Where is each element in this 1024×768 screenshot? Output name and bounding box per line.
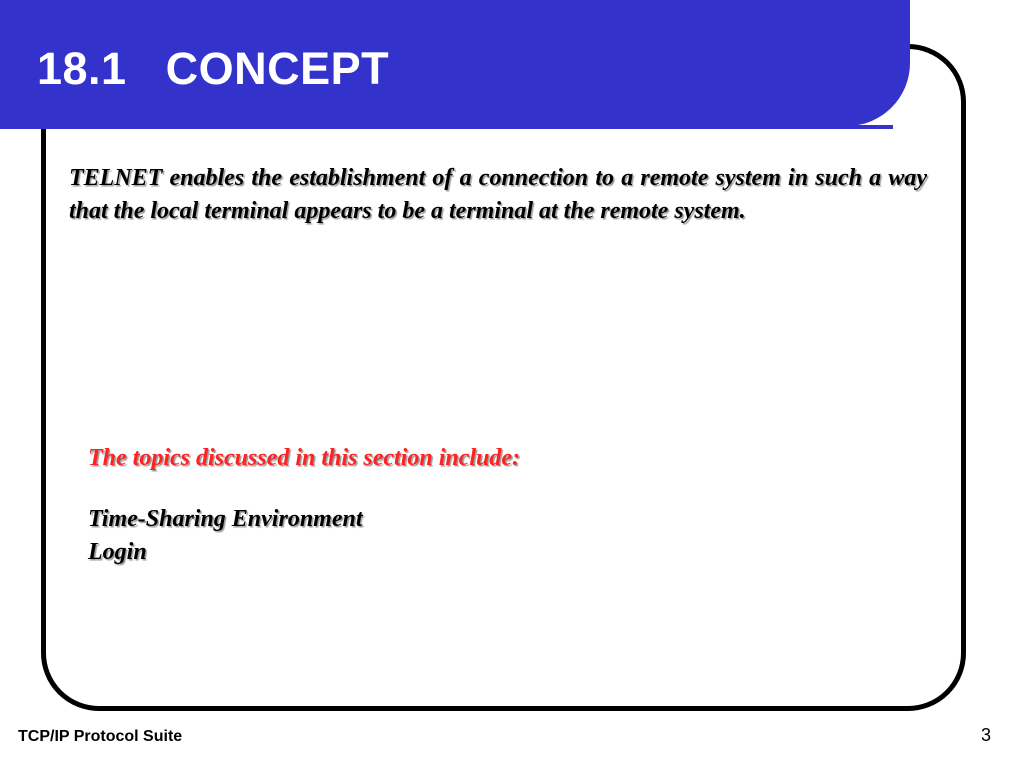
topic-item: Login <box>88 539 147 565</box>
page-number: 3 <box>980 725 991 745</box>
topics-heading: The topics discussed in this section include: <box>88 445 521 471</box>
footer-label: TCP/IP Protocol Suite <box>18 728 183 745</box>
topics-list <box>88 503 363 569</box>
intro-paragraph: TELNET enables the establishment of a connection to a remote system in such a way that the local terminal appears to be a terminal at the remote system. <box>69 165 927 224</box>
content-frame <box>41 44 966 711</box>
topic-item: Time-Sharing Environment <box>88 506 363 532</box>
title-underline <box>0 125 893 129</box>
slide-title: 18.1 CONCEPT <box>37 43 390 94</box>
